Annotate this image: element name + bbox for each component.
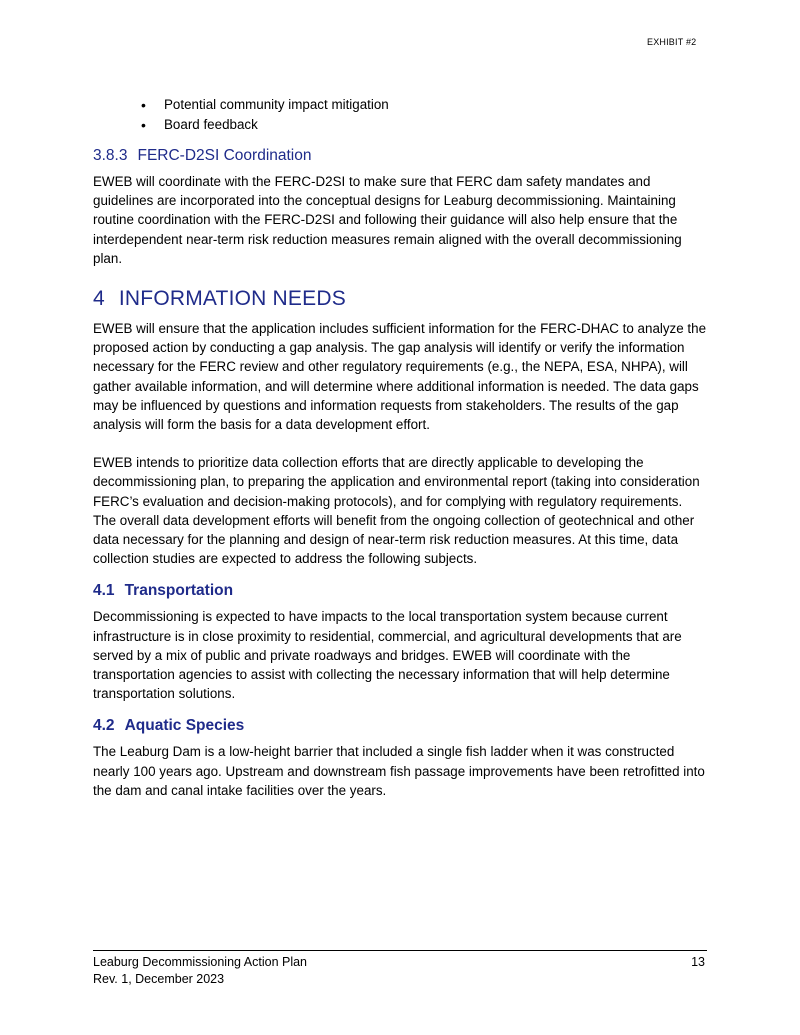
footer-revision: Rev. 1, December 2023	[93, 972, 225, 986]
section-4-heading	[93, 285, 707, 313]
list-item: • Board feedback	[93, 115, 707, 135]
section-number: 4.2	[93, 717, 115, 735]
section-title: FERC-D2SI Coordination	[137, 147, 312, 164]
page-footer	[93, 950, 707, 988]
page-number: 13	[691, 955, 705, 969]
section-4-paragraph-2: EWEB intends to prioritize data collection efforts that are directly applicable to developing the decommissioning plan, to preparing the application and environmental report (taking into consideration FERC’s evaluation and decision-making protocols), and for complying with regulatory requirements. The overall data development efforts will benefit from the ongoing collection of geotechnical and other data necessary for the planning and design of near-term risk reduction measures. At this time, data collection studies are expected to address the following subjects.	[93, 455, 700, 567]
section-41-body: Decommissioning is expected to have impacts to the local transportation system because current infrastructure is in close proximity to residential, commercial, and agricultural developments that are served by a mix of public and private roadways and bridges. EWEB will coordinate with the transportation agencies to assist with collecting the necessary information that will help determine transportation solutions.	[93, 609, 682, 702]
footer-doc-title: Leaburg Decommissioning Action Plan	[93, 955, 308, 969]
section-42-body: The Leaburg Dam is a low-height barrier that included a single fish ladder when it was constructed nearly 100 years ago. Upstream and downstream fish passage improvements have been retrofitted into the dam and canal intake facilities over the years.	[93, 744, 705, 798]
section-number: 4.1	[93, 582, 115, 600]
section-383-body: EWEB will coordinate with the FERC-D2SI to make sure that FERC dam safety mandates and guidelines are incorporated into the conceptual designs for Leaburg decommissioning. Maintaining routine coordination with the FERC-D2SI and following their guidance will also help ensure that the interdependent near-term risk reduction measures remain aligned with the overall decommissioning plan.	[93, 174, 682, 266]
section-41-heading	[93, 581, 707, 601]
section-title: Transportation	[124, 582, 234, 600]
section-number: 3.8.3	[93, 147, 128, 164]
section-4-paragraph-1: EWEB will ensure that the application includes sufficient information for the FERC-DHAC to analyze the proposed action by conducting a gap analysis. The gap analysis will identify or verify the information necessary for the FERC review and other regulatory requirements (e.g., the NEPA, ESA, NHPA), will gather available information, and will determine where additional information is needed. The data gaps may be influenced by questions and information requests from stakeholders. The results of the gap analysis will form the basis for a data development effort.	[93, 321, 707, 433]
exhibit-label: EXHIBIT #2	[647, 37, 697, 47]
page-content	[93, 95, 707, 800]
section-number: 4	[93, 287, 105, 311]
section-title: INFORMATION NEEDS	[118, 287, 346, 311]
list-item: • Potential community impact mitigation	[93, 95, 707, 115]
section-383-heading	[93, 146, 707, 166]
bullet-list	[93, 95, 707, 135]
section-42-heading	[93, 716, 707, 736]
section-title: Aquatic Species	[124, 717, 245, 735]
